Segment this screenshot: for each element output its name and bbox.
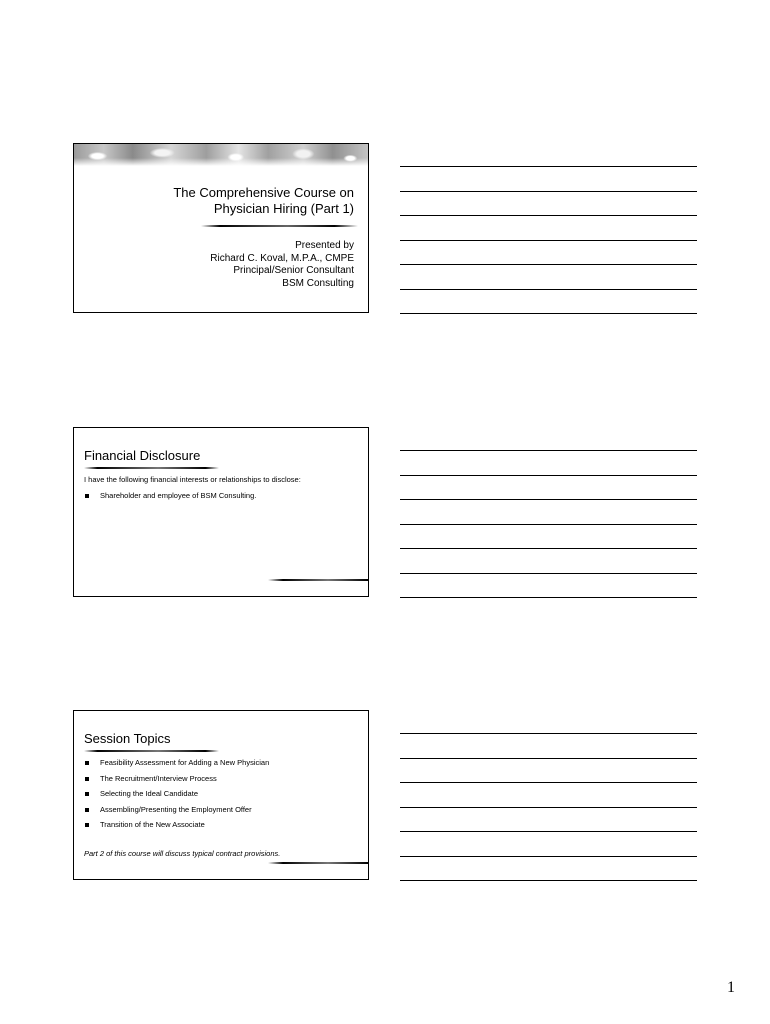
- bullet-list: [84, 758, 269, 836]
- square-bullet-icon: [85, 792, 89, 796]
- slide-title-underline: [84, 750, 219, 752]
- course-title-line: The Comprehensive Course on: [173, 185, 354, 200]
- list-item-text: Shareholder and employee of BSM Consulting.: [100, 491, 257, 500]
- note-line: [400, 450, 697, 451]
- bullet-list: [84, 491, 256, 507]
- corner-rule: [268, 862, 368, 864]
- square-bullet-icon: [85, 494, 89, 498]
- note-line: [400, 191, 697, 192]
- note-line: [400, 548, 697, 549]
- note-line: [400, 313, 697, 314]
- note-line: [400, 289, 697, 290]
- square-bullet-icon: [85, 808, 89, 812]
- slide-1-title: [73, 143, 369, 313]
- list-item-text: Transition of the New Associate: [100, 820, 205, 829]
- presenter-line: Presented by: [295, 240, 354, 251]
- note-line: [400, 264, 697, 265]
- note-line: [400, 782, 697, 783]
- corner-rule: [268, 579, 368, 581]
- note-line: [400, 240, 697, 241]
- note-line: [400, 475, 697, 476]
- square-bullet-icon: [85, 777, 89, 781]
- slide-title: Session Topics: [84, 731, 171, 746]
- note-line: [400, 524, 697, 525]
- square-bullet-icon: [85, 761, 89, 765]
- note-line: [400, 499, 697, 500]
- note-line: [400, 573, 697, 574]
- note-line: [400, 807, 697, 808]
- slide-3-session-topics: [73, 710, 369, 880]
- note-line: [400, 831, 697, 832]
- course-note: Part 2 of this course will discuss typical contract provisions.: [84, 849, 281, 858]
- course-title-line: Physician Hiring (Part 1): [213, 201, 354, 216]
- list-item: [84, 820, 269, 836]
- note-line: [400, 597, 697, 598]
- presenter-line: Principal/Senior Consultant: [233, 265, 354, 276]
- list-item-text: Selecting the Ideal Candidate: [100, 789, 198, 798]
- course-title: [84, 185, 354, 217]
- presenter-block: [94, 240, 354, 290]
- note-line: [400, 856, 697, 857]
- disclosure-intro: I have the following financial interests or relationships to disclose:: [84, 475, 301, 484]
- list-item: [84, 805, 269, 821]
- list-item: [84, 758, 269, 774]
- square-bullet-icon: [85, 823, 89, 827]
- slide-2-financial-disclosure: [73, 427, 369, 597]
- slide-banner-fade: [74, 158, 368, 166]
- note-line: [400, 733, 697, 734]
- note-line: [400, 166, 697, 167]
- presenter-line: Richard C. Koval, M.P.A., CMPE: [210, 252, 354, 264]
- note-line: [400, 215, 697, 216]
- list-item-text: Feasibility Assessment for Adding a New Physician: [100, 758, 270, 767]
- list-item-text: The Recruitment/Interview Process: [100, 773, 217, 783]
- slide-title-underline: [84, 467, 219, 469]
- page-number: 1: [727, 979, 735, 996]
- slide-title: Financial Disclosure: [84, 448, 201, 463]
- note-line: [400, 880, 697, 881]
- title-underline: [201, 225, 358, 227]
- list-item: [84, 491, 256, 507]
- list-item-text: Assembling/Presenting the Employment Offer: [100, 804, 252, 814]
- note-line: [400, 758, 697, 759]
- presenter-line: BSM Consulting: [282, 277, 354, 289]
- list-item: [84, 789, 269, 805]
- list-item: [84, 774, 269, 790]
